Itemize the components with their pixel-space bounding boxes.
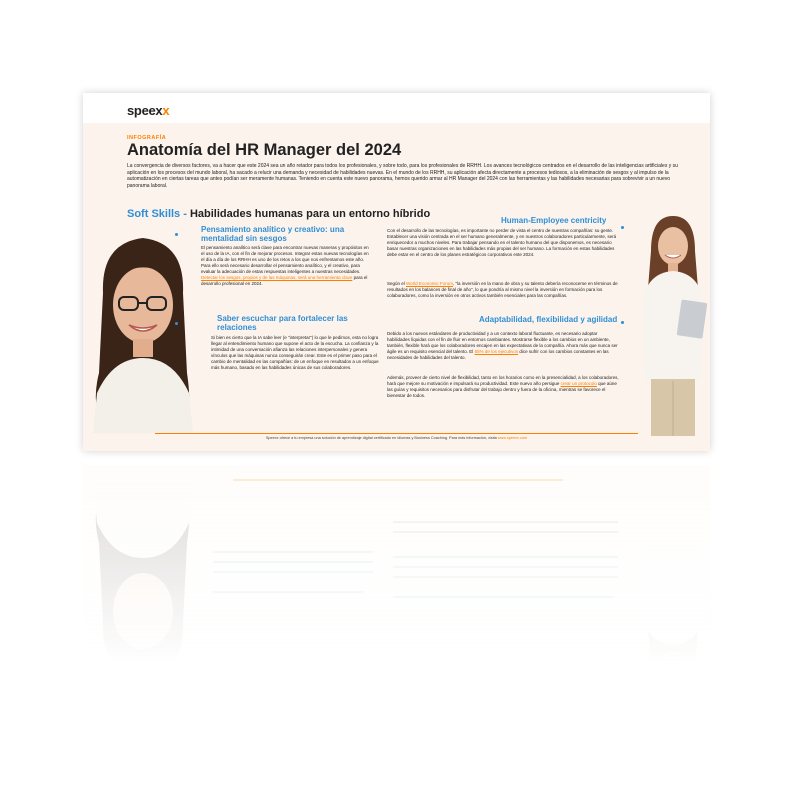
intro-paragraph: La convergencia de diversos factores, va a hacer que este 2024 sea un año retador para todos los profesionales, y sobre todo, para los profesionales de RRHH. Los avances tecnológicos centrados en el desarrollo de las inteligencias artificiales y su aplicación en los procesos del mundo laboral, ha sacado a relucir una demanda y necesidad de habilidades nuevas. En el mundo de los RRHH, su aplicación afecta directamente a procesos tediosos, a la eliminación de sesgos y al impulso de la automatización en ciertas tareas que antes podían ser meramente humanas. Teniendo en cuenta este nuevo panorama, hemos querido armar al HR Manager del 2024 con las herramientas y las habilidades necesarias para sobrevivir a un nuevo panorama laboral. <box>127 163 678 189</box>
section-bullet <box>621 321 624 324</box>
speexx-logo: speexx <box>127 103 170 118</box>
soft-skills-heading: Soft Skills - Habilidades humanas para un entorno híbrido <box>127 208 431 220</box>
human-employee-text-2: Según el World Economic Forum, "la inversión en la mano de obra y su talento debería reconocerse en términos de resultados en los balances de final de año", lo que pondría al mismo nivel la inversión en formación para los colaboradores, como la inversión en otros activos también esenciales para las compañías. <box>387 281 618 298</box>
section-bullet <box>175 233 178 236</box>
card-reflection <box>83 465 710 665</box>
eyebrow-label: INFOGRAFÍA <box>127 135 167 141</box>
page-title: Anatomía del HR Manager del 2024 <box>127 141 402 159</box>
adaptabilidad-text-1: Debido a los nuevos estándares de productividad y a un contexto laboral fluctuante, es necesario adoptar habilidades líquidas con el fin de fluir en entornos cambiantes. Mostrarse flexible a los cambios en un ambiente, también, flexible hará que los colaboradores encajen en las expectativas de la compañía. Ahora más que nunca ser ágile es un requisito esencial del talento. El 55% de los ejecutivos dice sufrir con los cambios constantes en las necesidades de habilidades del talento. <box>387 331 618 360</box>
section-bullet <box>621 226 624 229</box>
footer-note: Speexx ofrece a tu empresa una solución de aprendizaje digital certificado en idiomas y Business Coaching. Para más información, visita www.speexx.com <box>155 433 638 443</box>
portrait-woman-glasses <box>83 223 203 433</box>
human-employee-heading: Human-Employee centricity <box>501 216 607 225</box>
pensamiento-text: El pensamiento analítico será clave para encontrar nuevas maneras y propósitos en el uso de la IA, con el fin de mejorar procesos. Integrar estas nuevas tecnologías en el día a día de los RRHH es uno de los retos a los que nos enfrentamos este año. Para ello será necesario desarrollar el pensamiento analítico, y el creativo, para evaluar la adecuación de estas respuestas inteligentes a nuestras necesidades. Detectar los sesgos, propios y de las máquinas, será una herramienta clave para el desarrollo profesional en 2024. <box>201 245 369 286</box>
infographic-card <box>83 93 710 451</box>
human-employee-text-1: Con el desarrollo de las tecnologías, es importante no perder de vista el centro de nuestras compañías: su gente. Establecer una visión centrada en el ser humano generalmente, y en nuestros colaboradores particularmente, será enriquecedor a muchos niveles. Para trabajar pensando en el talento humano del que disponemos, es necesario basar nuestras organizaciones en las habilidades más propias del ser humano. La formación en estas habilidades debe estar en el centro de los planes estratégicos corporativos este 2024. <box>387 228 617 257</box>
pensamiento-heading: Pensamiento analítico y creativo: una mentalidad sin sesgos <box>201 225 345 243</box>
footer-link: www.speexx.com <box>497 436 528 440</box>
section-bullet <box>175 322 178 325</box>
adaptabilidad-heading: Adaptabilidad, flexibilidad y agilidad <box>479 315 618 324</box>
escuchar-heading: Saber escuchar para fortalecer las relaciones <box>217 314 348 332</box>
adaptabilidad-text-2: Además, proveer de cierto nivel de flexibilidad, tanto en los horarios como en la presencialidad, a los colaboradores, hará que mejore su motivación e impulsará su productividad. Este nuevo año persigue crear un protocolo que aúne las guías y requisitos necesarios para disfrutar del trabajo dentro y fuera de la oficina, mientras se favorece el bienestar de todos. <box>387 375 619 398</box>
escuchar-text: Si bien es cierto que la IA sabe leer (e "interpretar") lo que le pedimos, esta no logra llegar al entendimiento humano que supone el acto de la escucha. La confianza y la intimidad de una conversación afianza las relaciones interpersonales y genera vínculos que las máquinas nunca conseguirán crear. Este es el primer paso para el cambio de mentalidad en las compañías: de un enfoque en resultados a un enfoque más humano, basado en las habilidades únicas de sus colaboradores. <box>211 335 379 370</box>
portrait-woman-laptop <box>631 211 710 436</box>
